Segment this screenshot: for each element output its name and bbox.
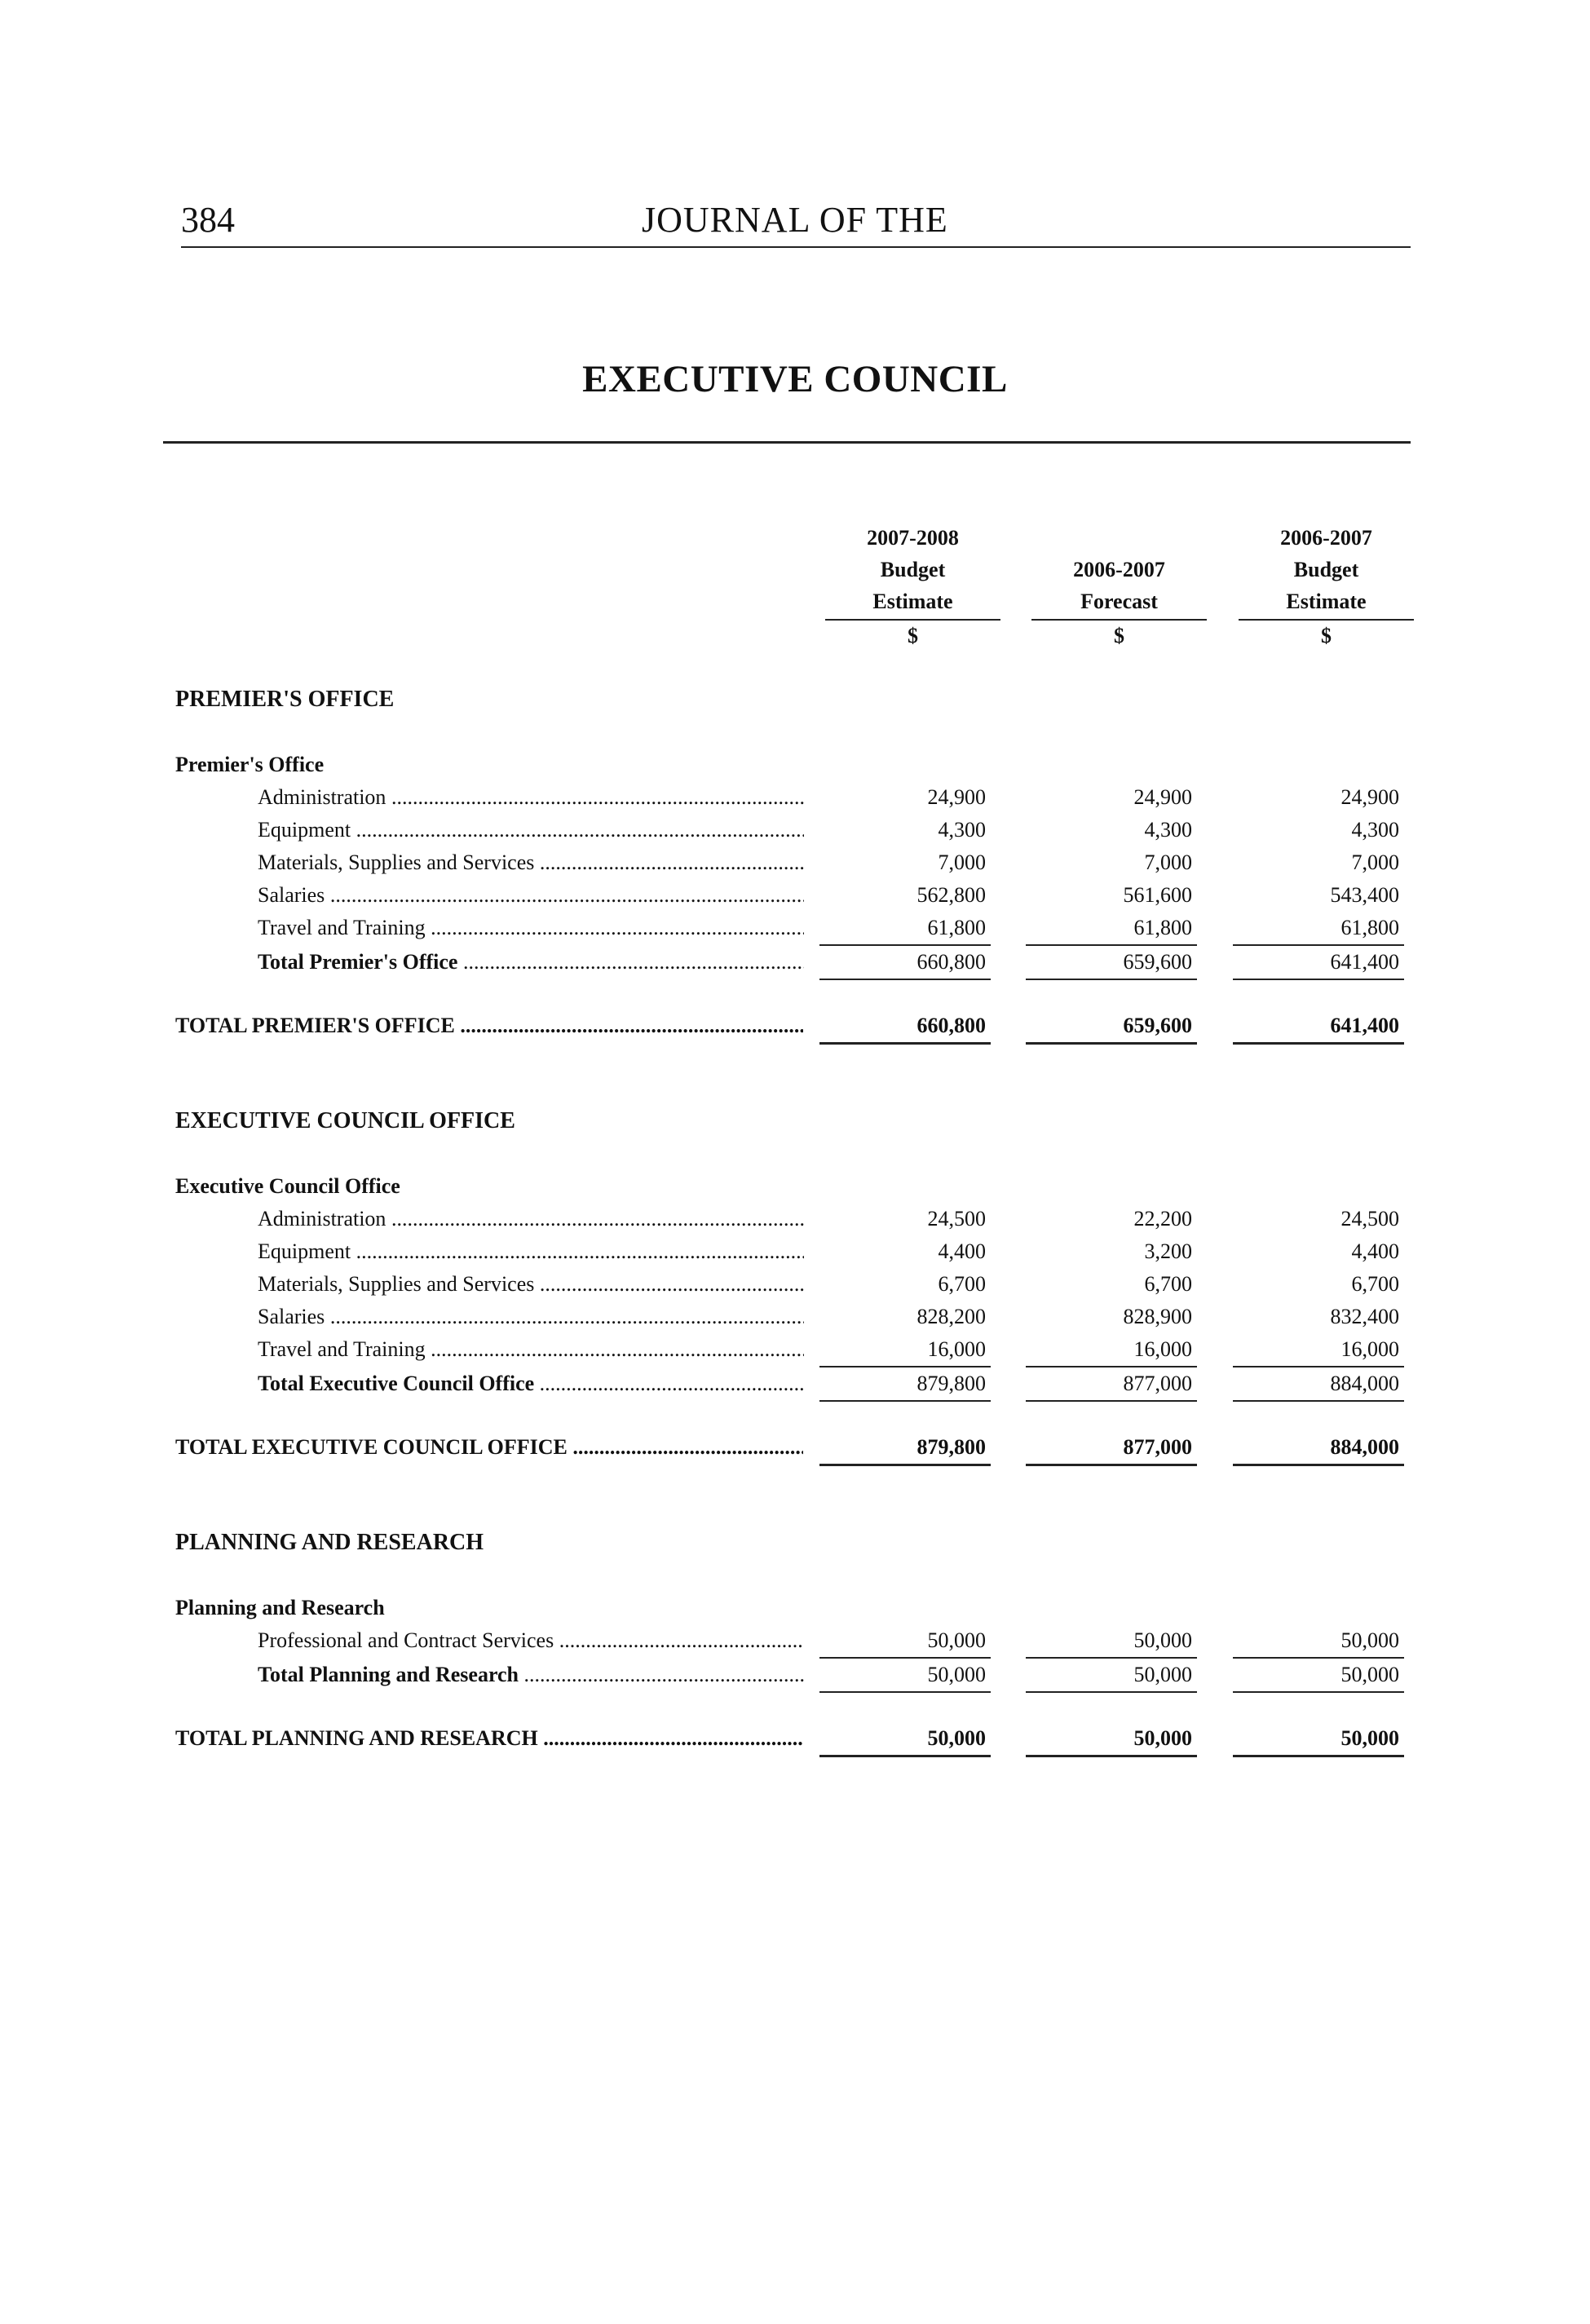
row-label: Salaries ..... — [258, 1301, 804, 1333]
subtotal-budget-2006-2007: 884,000 — [1233, 1367, 1404, 1402]
table-row — [0, 846, 1590, 879]
cell-forecast-2006-2007: 561,600 — [1123, 883, 1192, 907]
group-heading-row — [0, 749, 1590, 781]
cell-forecast-2006-2007: 828,900 — [1123, 1305, 1192, 1328]
total-forecast-2006-2007: 50,000 — [1026, 1722, 1197, 1757]
subtotal-forecast-2006-2007: 877,000 — [1026, 1367, 1197, 1402]
column-header-forecast-2006-2007 — [1031, 522, 1207, 652]
table-row — [0, 1333, 1590, 1366]
row-label: Materials, Supplies and Services ..... — [258, 1268, 804, 1301]
cell-budget-2007-2008: 562,800 — [916, 883, 986, 907]
cell-forecast-2006-2007: 3,200 — [1144, 1239, 1192, 1263]
cell-budget-2007-2008: 61,800 — [819, 912, 991, 946]
cell-budget-2006-2007: 832,400 — [1330, 1305, 1399, 1328]
cell-forecast-2006-2007: 6,700 — [1144, 1272, 1192, 1296]
currency-unit: $ — [1031, 619, 1207, 652]
total-label: TOTAL PREMIER'S OFFICE ..... — [175, 1010, 803, 1042]
cell-forecast-2006-2007: 61,800 — [1026, 912, 1197, 946]
total-row — [0, 1722, 1590, 1755]
subtotal-label: Total Executive Council Office ..... — [258, 1367, 804, 1400]
total-row — [0, 1010, 1590, 1042]
cell-budget-2007-2008: 828,200 — [916, 1305, 986, 1328]
table-row — [0, 912, 1590, 944]
subtotal-forecast-2006-2007: 659,600 — [1026, 946, 1197, 980]
total-budget-2007-2008: 660,800 — [819, 1010, 991, 1045]
subtotal-budget-2006-2007: 50,000 — [1233, 1659, 1404, 1693]
cell-forecast-2006-2007: 16,000 — [1026, 1333, 1197, 1367]
column-header-line: Estimate — [1286, 590, 1367, 613]
group-heading-row — [0, 1170, 1590, 1203]
column-header-line: Estimate — [872, 590, 953, 613]
row-label: Travel and Training ..... — [258, 1333, 804, 1366]
section-heading: PREMIER'S OFFICE — [175, 687, 395, 712]
table-row — [0, 1624, 1590, 1657]
cell-forecast-2006-2007: 7,000 — [1144, 851, 1192, 874]
cell-budget-2007-2008: 7,000 — [938, 851, 986, 874]
cell-forecast-2006-2007: 50,000 — [1026, 1624, 1197, 1659]
page-number: 384 — [181, 200, 235, 240]
cell-budget-2006-2007: 24,900 — [1340, 785, 1399, 809]
row-label: Administration ..... — [258, 1203, 804, 1235]
cell-budget-2006-2007: 24,500 — [1340, 1207, 1399, 1230]
section-heading-row — [0, 1105, 1590, 1138]
section-heading: PLANNING AND RESEARCH — [175, 1530, 484, 1555]
cell-budget-2006-2007: 7,000 — [1351, 851, 1399, 874]
subtotal-budget-2007-2008: 660,800 — [819, 946, 991, 980]
subtotal-budget-2007-2008: 50,000 — [819, 1659, 991, 1693]
cell-budget-2007-2008: 50,000 — [819, 1624, 991, 1659]
row-label: Equipment ..... — [258, 814, 804, 846]
total-forecast-2006-2007: 877,000 — [1026, 1431, 1197, 1466]
table-row — [0, 1301, 1590, 1333]
total-budget-2007-2008: 50,000 — [819, 1722, 991, 1757]
document-title: EXECUTIVE COUNCIL — [582, 358, 1008, 400]
page-header — [181, 196, 1411, 248]
row-label: Materials, Supplies and Services ..... — [258, 846, 804, 879]
row-label: Travel and Training ..... — [258, 912, 804, 944]
table-row — [0, 1235, 1590, 1268]
column-header-line: 2006-2007 — [1280, 526, 1372, 550]
cell-budget-2007-2008: 6,700 — [938, 1272, 986, 1296]
cell-budget-2006-2007: 543,400 — [1330, 883, 1399, 907]
total-row — [0, 1431, 1590, 1464]
cell-forecast-2006-2007: 24,900 — [1133, 785, 1192, 809]
row-label: Equipment ..... — [258, 1235, 804, 1268]
column-header-line — [1031, 522, 1207, 554]
cell-budget-2007-2008: 4,400 — [938, 1239, 986, 1263]
group-heading-row — [0, 1592, 1590, 1624]
total-budget-2006-2007: 884,000 — [1233, 1431, 1404, 1466]
section-heading: EXECUTIVE COUNCIL OFFICE — [175, 1108, 515, 1133]
group-heading: Planning and Research — [175, 1596, 385, 1619]
subtotal-row — [0, 1659, 1590, 1691]
subtotal-row — [0, 946, 1590, 979]
group-heading: Executive Council Office — [175, 1174, 400, 1198]
column-header-line: Budget — [880, 558, 946, 581]
title-rule — [163, 441, 1411, 444]
cell-budget-2007-2008: 24,500 — [927, 1207, 986, 1230]
column-header-line: Budget — [1293, 558, 1359, 581]
column-header-line: Forecast — [1080, 590, 1158, 613]
row-label: Salaries ..... — [258, 879, 804, 912]
group-heading: Premier's Office — [175, 753, 325, 776]
total-budget-2007-2008: 879,800 — [819, 1431, 991, 1466]
column-header-budget-2007-2008 — [825, 522, 1000, 652]
journal-title: JOURNAL OF THE — [642, 200, 948, 240]
cell-budget-2006-2007: 4,300 — [1351, 818, 1399, 842]
currency-unit: $ — [1239, 619, 1414, 652]
section-heading-row — [0, 1527, 1590, 1559]
cell-forecast-2006-2007: 22,200 — [1133, 1207, 1192, 1230]
cell-budget-2006-2007: 4,400 — [1351, 1239, 1399, 1263]
row-label: Administration ..... — [258, 781, 804, 814]
cell-budget-2007-2008: 16,000 — [819, 1333, 991, 1367]
total-budget-2006-2007: 641,400 — [1233, 1010, 1404, 1045]
table-row — [0, 1203, 1590, 1235]
table-row — [0, 1268, 1590, 1301]
table-row — [0, 879, 1590, 912]
total-budget-2006-2007: 50,000 — [1233, 1722, 1404, 1757]
column-header-line: 2007-2008 — [867, 526, 959, 550]
subtotal-budget-2007-2008: 879,800 — [819, 1367, 991, 1402]
subtotal-budget-2006-2007: 641,400 — [1233, 946, 1404, 980]
subtotal-row — [0, 1367, 1590, 1400]
section-heading-row — [0, 683, 1590, 716]
total-label: TOTAL PLANNING AND RESEARCH ..... — [175, 1722, 803, 1755]
cell-forecast-2006-2007: 4,300 — [1144, 818, 1192, 842]
column-header-line: 2006-2007 — [1073, 558, 1165, 581]
table-row — [0, 781, 1590, 814]
total-label: TOTAL EXECUTIVE COUNCIL OFFICE ..... — [175, 1431, 803, 1464]
cell-budget-2006-2007: 16,000 — [1233, 1333, 1404, 1367]
subtotal-label: Total Premier's Office ..... — [258, 946, 804, 979]
table-row — [0, 814, 1590, 846]
currency-unit: $ — [825, 619, 1000, 652]
row-label: Professional and Contract Services ..... — [258, 1624, 804, 1657]
cell-budget-2006-2007: 6,700 — [1351, 1272, 1399, 1296]
column-header-budget-2006-2007 — [1239, 522, 1414, 652]
cell-budget-2007-2008: 24,900 — [927, 785, 986, 809]
subtotal-label: Total Planning and Research ..... — [258, 1659, 804, 1691]
total-forecast-2006-2007: 659,600 — [1026, 1010, 1197, 1045]
cell-budget-2006-2007: 61,800 — [1233, 912, 1404, 946]
cell-budget-2007-2008: 4,300 — [938, 818, 986, 842]
cell-budget-2006-2007: 50,000 — [1233, 1624, 1404, 1659]
subtotal-forecast-2006-2007: 50,000 — [1026, 1659, 1197, 1693]
